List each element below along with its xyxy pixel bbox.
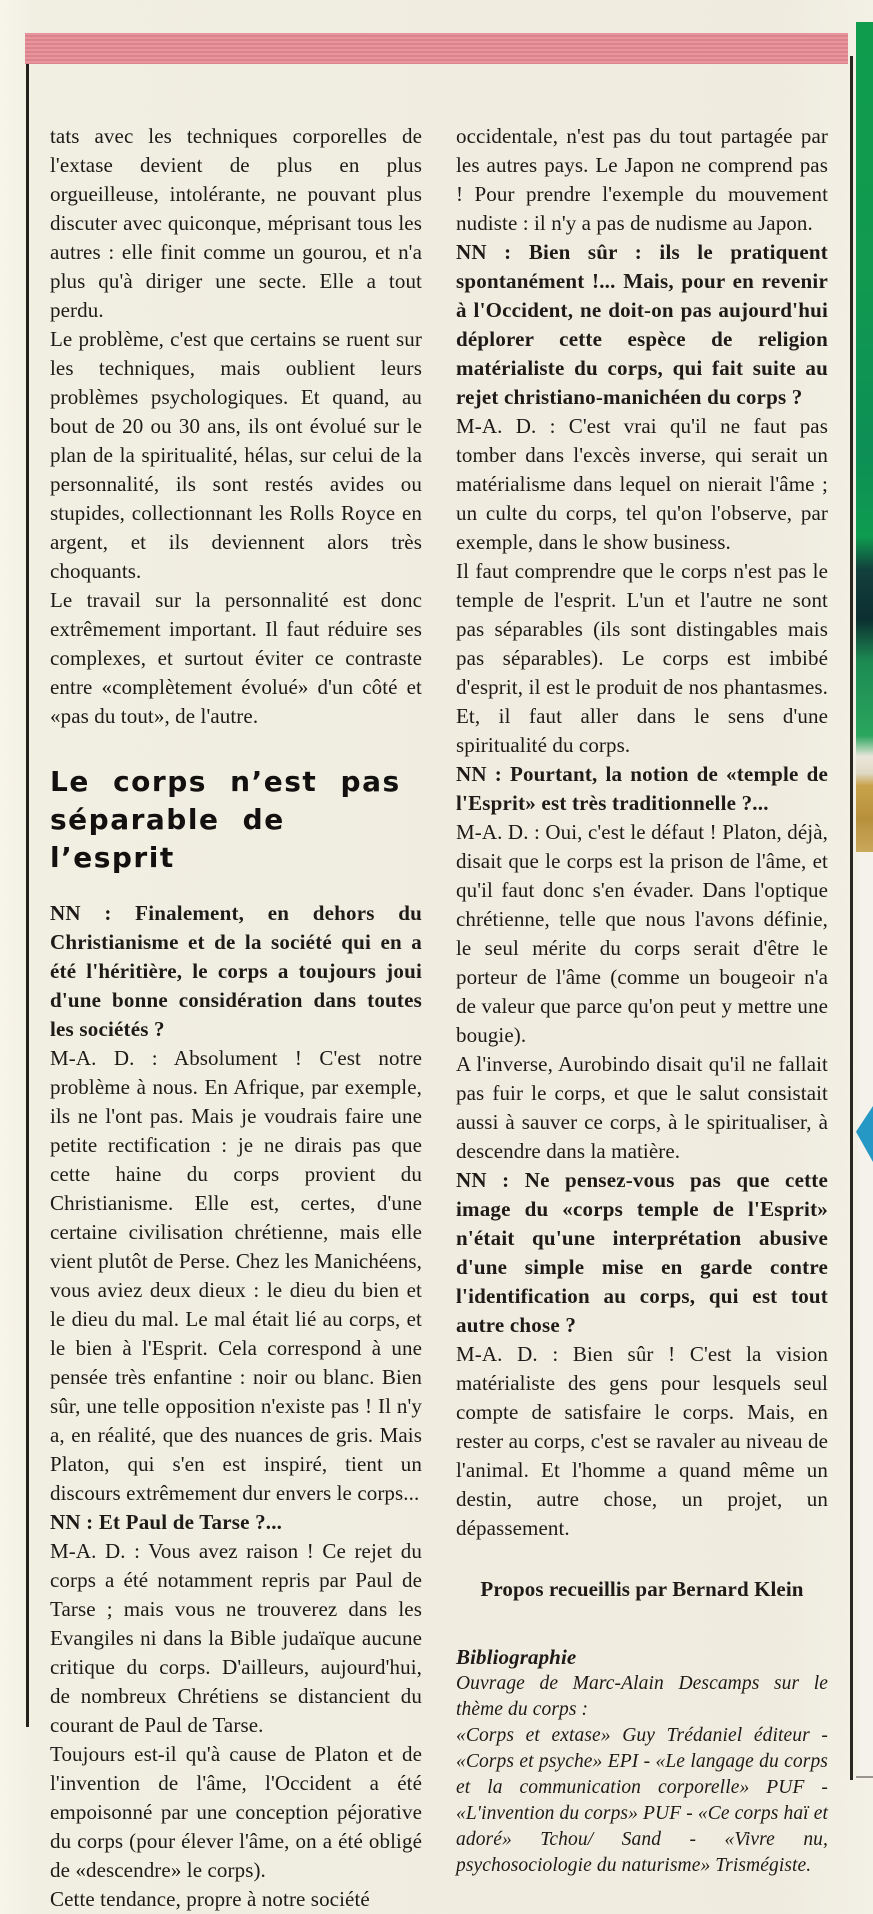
question-paragraph: NN : Bien sûr : ils le pratiquent spontanément !... Mais, pour en revenir à l'Occident, ne doit-on pas aujourd'hui déplorer cette espèce de religion matérialiste du corps, qui fait suite au rejet christiano-manichéen du corps ? bbox=[456, 240, 828, 409]
answer-paragraph: M-A. D. : C'est vrai qu'il ne faut pas tomber dans l'excès inverse, qui serait un matérialisme dans lequel on nierait l'âme ; un culte du corps, tel qu'on l'observe, par exemple, dans le show business. bbox=[456, 414, 828, 554]
adjacent-page-margin bbox=[858, 852, 873, 1780]
left-page-rule bbox=[26, 64, 29, 1727]
question-paragraph: NN : Finalement, en dehors du Christianisme et de la société qui en a été l'héritière, le corps a toujours joui d'une bonne considération dans toutes les sociétés ? bbox=[50, 901, 422, 1041]
section-heading bbox=[50, 763, 422, 877]
answer-paragraph: Il faut comprendre que le corps n'est pas le temple de l'esprit. L'un et l'autre ne sont pas séparables (ils sont distingables mais pas séparables). Le corps est imbibé d'esprit, il est le produit de nos phantasmes. Et, il faut aller dans le sens d'une spiritualité du corps. bbox=[456, 559, 828, 757]
answer-paragraph: A l'inverse, Aurobindo disait qu'il ne fallait pas fuir le corps, et que le salut consistait aussi à sauver ce corps, à le spiritualiser, à descendre dans la matière. bbox=[456, 1052, 828, 1163]
answer-paragraph: M-A. D. : Vous avez raison ! Ce rejet du corps a été notamment repris par Paul de Tarse ; mais vous ne trouverez dans les Evangiles ni dans la Bible judaïque aucune critique du corps. D'ailleurs, aujourd'hui, de nombreux Chrétiens se distancient du courant de Paul de Tarse. bbox=[50, 1539, 422, 1737]
question-paragraph: NN : Et Paul de Tarse ?... bbox=[50, 1510, 283, 1534]
question-paragraph: NN : Ne pensez-vous pas que cette image du «corps temple de l'Esprit» n'était qu'une interprétation abusive d'une simple mise en garde contre l'identification au corps, qui est tout autre chose ? bbox=[456, 1168, 828, 1337]
top-color-band bbox=[25, 33, 848, 64]
adjacent-page-photo-strip bbox=[856, 22, 873, 852]
column-right bbox=[456, 122, 828, 1914]
answer-paragraph: M-A. D. : Absolument ! C'est notre problème à nous. En Afrique, par exemple, ils ne l'ont pas. Mais je voudrais faire une petite rectification : je ne dirais pas que cette haine du corps provient du Christianisme. Elle est, certes, d'une certaine civilisation chrétienne, mais elle vient plutôt de Perse. Chez les Manichéens, vous aviez deux dieux : le dieu du bien et le dieu du mal. Le mal était lié au corps, et le bien à l'Esprit. Cela correspond à une pensée très enfantine : noir ou blanc. Bien sûr, une telle opposition n'existe pas ! Il n'y a, en réalité, que des nuances de gris. Mais Platon, qui s'en est inspiré, tient un discours extrêmement dur envers le corps... bbox=[50, 1046, 422, 1505]
answer-paragraph: occidentale, n'est pas du tout partagée par les autres pays. Le Japon ne comprend pas ! Pour prendre l'exemple du mouvement nudiste : il n'y a pas de nudisme au Japon. bbox=[456, 124, 828, 235]
adjacent-page-frame-line bbox=[856, 1776, 873, 1778]
answer-paragraph: tats avec les techniques corporelles de l'extase devient de plus en plus orgueilleuse, intolérante, ne pouvant plus discuter avec quiconque, méprisant tous les autres : elle finit comme un gourou, et n'a plus qu'à diriger une secte. Elle a tout perdu. bbox=[50, 124, 422, 322]
answer-paragraph: M-A. D. : Oui, c'est le défaut ! Platon, déjà, disait que le corps est la prison de l'âme, et qu'il faut donc s'en évader. Dans l'optique chrétienne, telle que nous l'avons définie, le seul mérite du corps serait d'être le porteur de l'âme (comme un bougeoir n'a de valeur que parce qu'on peut y mettre une bougie). bbox=[456, 820, 828, 1047]
bibliography bbox=[456, 1644, 828, 1879]
column-left bbox=[50, 122, 422, 1914]
byline: Propos recueillis par Bernard Klein bbox=[480, 1577, 804, 1601]
answer-paragraph: Toujours est-il qu'à cause de Platon et de l'invention de l'âme, l'Occident a été empoisonné par une conception péjorative du corps (pour élever l'âme, on a été obligé de «descendre» le corps). bbox=[50, 1742, 422, 1882]
article-body bbox=[50, 122, 828, 1914]
section-heading-line2: séparable de l’esprit bbox=[50, 803, 285, 874]
answer-paragraph: M-A. D. : Bien sûr ! C'est la vision matérialiste des gens pour lesquels seul compte de satisfaire le corps. Mais, en rester au corps, c'est se ravaler au niveau de l'animal. Et l'homme a quand même un destin, autre chose, un projet, un dépassement. bbox=[456, 1342, 828, 1540]
question-paragraph: NN : Pourtant, la notion de «temple de l'Esprit» est très traditionnelle ?... bbox=[456, 762, 828, 815]
bibliography-entries: «Corps et extase» Guy Trédaniel éditeur - «Corps et psyche» EPI - «Le langage du corps et la communication corporelle» PUF - «L'invention du corps» PUF - «Ce corps haï et adoré» Tchou/ Sand - «Vivre nu, psychosociologie du naturisme» Trismégiste. bbox=[456, 1725, 828, 1876]
answer-paragraph: Cette tendance, propre à notre société bbox=[50, 1887, 370, 1911]
answer-paragraph: Le travail sur la personnalité est donc extrêmement important. Il faut réduire ses complexes, et surtout éviter ce contraste entre «complètement évolué» d'un côté et «pas du tout», de l'autre. bbox=[50, 588, 422, 728]
bibliography-intro: Ouvrage de Marc-Alain Descamps sur le thème du corps : bbox=[456, 1673, 828, 1720]
bibliography-title: Bibliographie bbox=[456, 1645, 577, 1669]
answer-paragraph: Le problème, c'est que certains se ruent sur les techniques, mais oublient leurs problèmes psychologiques. Et quand, au bout de 20 ou 30 ans, ils ont évolué sur le plan de la spiritualité, hélas, sur celui de la personnalité, ils sont restés avides ou stupides, collectionnant les Rolls Royce en argent, et ils deviennent alors très choquants. bbox=[50, 327, 422, 583]
section-heading-line1: Le corps n’est pas bbox=[50, 765, 401, 798]
page-gutter-line bbox=[850, 56, 853, 1780]
